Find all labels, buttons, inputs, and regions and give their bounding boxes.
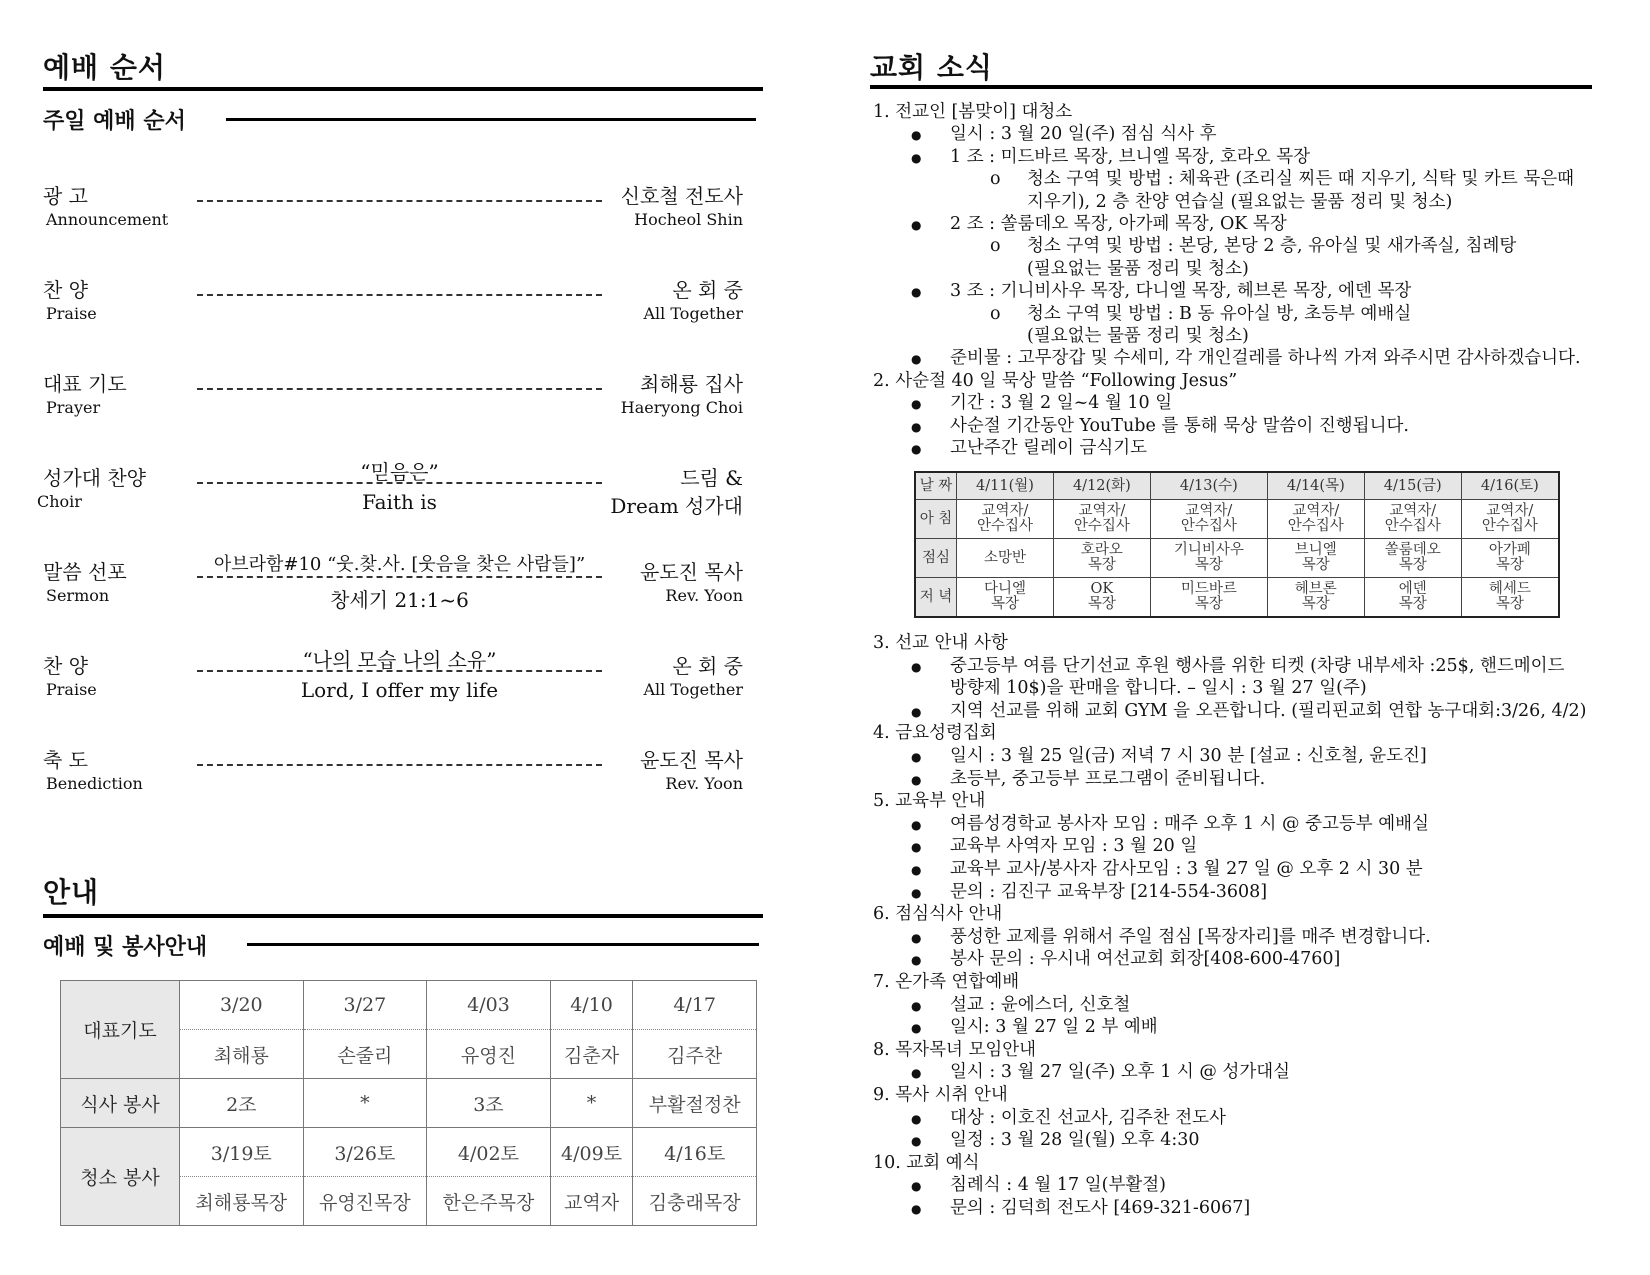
news-line: 방향제 10$)을 판매을 합니다. – 일시 : 3 월 27 일(주)	[950, 678, 1367, 699]
news-line: 교육부 사역자 모임 : 3 월 20 일	[950, 836, 1198, 857]
subtitle-rule	[226, 118, 756, 121]
order-item-leader-english: Haeryong Choi	[620, 398, 743, 417]
fasting-cell: 호라오 목장	[1053, 539, 1150, 578]
order-item-subtitle: Faith is	[362, 490, 437, 514]
leader-dots	[197, 388, 602, 390]
fasting-cell: 교역자/ 안수집사	[957, 500, 1054, 539]
fasting-cell: 교역자/ 안수집사	[1053, 500, 1150, 539]
order-item-leader-english: Dream 성가대	[610, 494, 743, 518]
news-heading: 1. 전교인 [봄맞이] 대청소	[873, 102, 1073, 122]
bullet-icon: ●	[911, 998, 922, 1013]
service-table	[60, 980, 757, 1226]
bullet-icon: ●	[911, 1202, 922, 1216]
fasting-header-date: 4/13(수)	[1150, 472, 1267, 500]
bullet-icon: ●	[911, 352, 922, 367]
order-item-title: “나의 모습 나의 소유”	[302, 648, 497, 672]
prayer-name: 최해룡	[180, 1030, 304, 1079]
news-heading: 2. 사순절 40 일 묵상 말씀 “Following Jesus”	[873, 370, 1238, 391]
bullet-icon: ●	[911, 1066, 922, 1081]
news-line: 기간 : 3 월 2 일~4 월 10 일	[950, 393, 1173, 414]
order-item-leader-english: Hocheol Shin	[634, 210, 743, 229]
news-line: 대상 : 이호진 선교사, 김주찬 전도사	[950, 1107, 1226, 1128]
bullet-icon: ●	[911, 772, 922, 787]
fasting-cell: 헤브론 목장	[1267, 578, 1364, 618]
news-line: 설교 : 윤에스더, 신호철	[950, 994, 1131, 1015]
order-item-label: 찬 양	[43, 654, 88, 678]
clean-date: 4/02토	[427, 1128, 551, 1177]
fasting-cell: 소망반	[957, 539, 1054, 578]
clean-date: 3/26토	[303, 1128, 427, 1177]
news-heading: 3. 선교 안내 사항	[873, 633, 1008, 653]
bullet-icon: ●	[911, 840, 922, 855]
order-item-leader: 신호철 전도사	[620, 184, 743, 208]
circle-bullet-icon: o	[990, 169, 1001, 190]
bullet-icon: ●	[911, 817, 922, 832]
order-item-leader-english: All Together	[643, 680, 743, 699]
leader-dots	[197, 764, 602, 766]
news-line: 3 조 : 기니비사우 목장, 다니엘 목장, 헤브론 목장, 에덴 목장	[950, 281, 1412, 302]
prayer-name: 손줄리	[303, 1030, 427, 1079]
order-item-leader: 윤도진 목사	[640, 748, 743, 772]
title-rule	[43, 87, 763, 91]
guide-subtitle: 예배 및 봉사안내	[43, 935, 208, 960]
news-heading: 4. 금요성령집회	[873, 723, 997, 744]
fasting-header-label: 날 짜	[915, 472, 957, 500]
fasting-header-date: 4/16(토)	[1461, 472, 1559, 500]
fasting-cell: 교역자/ 안수집사	[1461, 500, 1559, 539]
bullet-icon: ●	[911, 419, 922, 434]
prayer-date: 3/20	[180, 981, 304, 1030]
meal-value: *	[550, 1079, 633, 1128]
order-item-label: 축 도	[43, 748, 88, 772]
fasting-table	[914, 471, 1560, 618]
news-line: 고난주간 릴레이 금식기도	[950, 438, 1148, 458]
order-item-label: 광 고	[43, 184, 88, 208]
news-line: 일시 : 3 월 27 일(주) 오후 1 시 @ 성가대실	[950, 1062, 1291, 1083]
news-line: 사순절 기간동안 YouTube 를 통해 묵상 말씀이 진행됩니다.	[950, 415, 1409, 436]
order-item-english: Choir	[37, 492, 82, 511]
fasting-cell: OK 목장	[1053, 578, 1150, 618]
news-heading: 9. 목사 시취 안내	[873, 1085, 1008, 1105]
bullet-icon: ●	[911, 285, 922, 300]
news-line: 일시 : 3 월 20 일(주) 점심 식사 후	[950, 124, 1217, 145]
prayer-name: 김춘자	[550, 1030, 633, 1079]
news-line: 풍성한 교제를 위해서 주일 점심 [목장자리]를 매주 변경합니다.	[950, 926, 1431, 947]
news-line: 중고등부 여름 단기선교 후원 행사를 위한 티켓 (차량 내부세차 :25$, 핸드메이드	[950, 655, 1565, 676]
prayer-name: 김주찬	[633, 1030, 757, 1079]
prayer-date: 4/10	[550, 981, 633, 1030]
meal-value: 부활절정찬	[633, 1079, 757, 1128]
bullet-icon: ●	[911, 930, 922, 945]
fasting-row-label: 아 침	[915, 500, 957, 539]
news-line: (필요없는 물품 정리 및 청소)	[1027, 326, 1249, 346]
order-item-subtitle: Lord, I offer my life	[300, 678, 499, 702]
order-item-subtitle: 창세기 21:1~6	[330, 588, 469, 612]
order-item-english: Praise	[46, 680, 97, 699]
prayer-label: 대표기도	[61, 981, 180, 1079]
news-line: 청소 구역 및 방법 : 본당, 본당 2 층, 유아실 및 새가족실, 침례탕	[1027, 236, 1517, 257]
order-item-leader-english: All Together	[643, 304, 743, 323]
fasting-cell: 교역자/ 안수집사	[1364, 500, 1461, 539]
bullet-icon: ●	[911, 442, 922, 456]
clean-name: 유영진목장	[303, 1177, 427, 1226]
bullet-icon: ●	[911, 128, 922, 143]
fasting-cell: 브니엘 목장	[1267, 539, 1364, 578]
fasting-cell: 교역자/ 안수집사	[1150, 500, 1267, 539]
bullet-icon: ●	[911, 397, 922, 412]
prayer-date: 4/03	[427, 981, 551, 1030]
order-item-label: 성가대 찬양	[43, 466, 146, 490]
order-item-label: 말씀 선포	[43, 560, 127, 584]
news-heading: 5. 교육부 안내	[873, 791, 986, 812]
clean-date: 3/19토	[180, 1128, 304, 1177]
clean-label: 청소 봉사	[61, 1128, 180, 1226]
news-line: 문의 : 김덕희 전도사 [469-321-6067]	[950, 1198, 1251, 1218]
order-item-leader: 온 회 중	[672, 654, 743, 678]
clean-name: 김충래목장	[633, 1177, 757, 1226]
order-item-label: 찬 양	[43, 278, 88, 302]
news-line: 1 조 : 미드바르 목장, 브니엘 목장, 호라오 목장	[950, 146, 1311, 167]
clean-name: 최해룡목장	[180, 1177, 304, 1226]
order-item-english: Praise	[46, 304, 97, 323]
fasting-cell: 쏠룸데오 목장	[1364, 539, 1461, 578]
news-line: 청소 구역 및 방법 : B 동 유아실 방, 초등부 예배실	[1027, 303, 1412, 324]
news-line: 지우기), 2 층 찬양 연습실 (필요없는 물품 정리 및 청소)	[1027, 191, 1453, 212]
guide-title: 안내	[43, 876, 100, 909]
prayer-date: 3/27	[303, 981, 427, 1030]
fasting-header-date: 4/11(월)	[957, 472, 1054, 500]
news-line: 교육부 교사/봉사자 감사모임 : 3 월 27 일 @ 오후 2 시 30 분	[950, 859, 1423, 879]
bullet-icon: ●	[911, 659, 922, 674]
news-title: 교회 소식	[870, 51, 993, 84]
fasting-cell: 헤세드 목장	[1461, 578, 1559, 618]
bullet-icon: ●	[911, 863, 922, 877]
bullet-icon: ●	[911, 1134, 922, 1149]
news-line: 초등부, 중고등부 프로그램이 준비됩니다.	[950, 768, 1266, 789]
leader-dots	[197, 200, 602, 202]
news-heading: 8. 목자목녀 모임안내	[873, 1039, 1037, 1060]
meal-value: 2조	[180, 1079, 304, 1128]
order-item-leader-english: Rev. Yoon	[665, 586, 743, 605]
fasting-cell: 교역자/ 안수집사	[1267, 500, 1364, 539]
news-line: 일시 : 3 월 25 일(금) 저녁 7 시 30 분 [설교 : 신호철, 윤도진]	[950, 746, 1427, 766]
meal-value: *	[303, 1079, 427, 1128]
news-line: 2 조 : 쏠룸데오 목장, 아가페 목장, OK 목장	[950, 214, 1287, 234]
bullet-icon: ●	[911, 885, 922, 900]
news-line: 침례식 : 4 월 17 일(부활절)	[950, 1175, 1167, 1196]
bullet-icon: ●	[911, 704, 922, 719]
fasting-cell: 미드바르 목장	[1150, 578, 1267, 618]
fasting-row-label: 저 녁	[915, 578, 957, 618]
news-line: 청소 구역 및 방법 : 체육관 (조리실 찌든 때 지우기, 식탁 및 카트 묵은때	[1027, 169, 1575, 190]
guide-subtitle-rule	[247, 943, 759, 946]
order-title: 예배 순서	[43, 51, 166, 84]
news-line: 문의 : 김진구 교육부장 [214-554-3608]	[950, 881, 1268, 902]
bullet-icon: ●	[911, 150, 922, 165]
clean-name: 교역자	[550, 1177, 633, 1226]
news-title-rule	[870, 85, 1592, 89]
order-item-leader: 윤도진 목사	[640, 560, 743, 584]
circle-bullet-icon: o	[990, 236, 1001, 257]
fasting-header-date: 4/15(금)	[1364, 472, 1461, 500]
order-item-english: Prayer	[46, 398, 101, 417]
order-item-english: Announcement	[46, 210, 169, 229]
prayer-date: 4/17	[633, 981, 757, 1030]
order-item-title: 아브라함#10 “웃.찾.사. [웃음을 찾은 사람들]”	[213, 554, 586, 575]
bullet-icon: ●	[911, 1179, 922, 1194]
news-line: 여름성경학교 봉사자 모임 : 매주 오후 1 시 @ 중고등부 예배실	[950, 813, 1429, 834]
news-heading: 6. 점심식사 안내	[873, 904, 1003, 925]
leader-dots	[197, 576, 602, 578]
circle-bullet-icon: o	[990, 303, 1001, 324]
fasting-header-date: 4/14(목)	[1267, 472, 1364, 500]
fasting-header-date: 4/12(화)	[1053, 472, 1150, 500]
clean-name: 한은주목장	[427, 1177, 551, 1226]
bullet-icon: ●	[911, 953, 922, 968]
news-line: (필요없는 물품 정리 및 청소)	[1027, 258, 1249, 279]
news-heading: 7. 온가족 연합예배	[873, 972, 1020, 992]
news-line: 준비물 : 고무장갑 및 수세미, 각 개인걸레를 하나씩 가져 와주시면 감사하겠습니다.	[950, 348, 1581, 369]
fasting-cell: 아가페 목장	[1461, 539, 1559, 578]
fasting-cell: 에덴 목장	[1364, 578, 1461, 618]
news-heading: 10. 교회 예식	[873, 1152, 980, 1173]
clean-date: 4/16토	[633, 1128, 757, 1177]
order-item-label: 대표 기도	[43, 372, 127, 396]
order-item-leader: 드림 &	[680, 466, 743, 490]
bullet-icon: ●	[911, 1021, 922, 1036]
order-item-leader: 최해룡 집사	[640, 372, 743, 396]
order-subtitle: 주일 예배 순서	[43, 109, 186, 134]
news-line: 일정 : 3 월 28 일(월) 오후 4:30	[950, 1130, 1200, 1151]
news-line: 지역 선교를 위해 교회 GYM 을 오픈합니다. (필리핀교회 연합 농구대회:3/26, 4/2)	[950, 700, 1587, 721]
meal-label: 식사 봉사	[61, 1079, 180, 1128]
order-item-english: Sermon	[46, 586, 110, 605]
news-line: 봉사 문의 : 우시내 여선교회 회장[408-600-4760]	[950, 949, 1341, 970]
order-item-leader: 온 회 중	[672, 278, 743, 302]
order-item-english: Benediction	[46, 774, 143, 793]
leader-dots	[197, 294, 602, 296]
bullet-icon: ●	[911, 1111, 922, 1126]
fasting-row-label: 점심	[915, 539, 957, 578]
fasting-cell: 기니비사우 목장	[1150, 539, 1267, 578]
bullet-icon: ●	[911, 218, 922, 232]
order-item-title: “믿음은”	[360, 460, 439, 484]
news-line: 일시: 3 월 27 일 2 부 예배	[950, 1017, 1158, 1038]
order-item-leader-english: Rev. Yoon	[665, 774, 743, 793]
guide-title-rule	[43, 914, 763, 918]
fasting-cell: 다니엘 목장	[957, 578, 1054, 618]
meal-value: 3조	[427, 1079, 551, 1128]
prayer-name: 유영진	[427, 1030, 551, 1079]
bullet-icon: ●	[911, 750, 922, 764]
clean-date: 4/09토	[550, 1128, 633, 1177]
